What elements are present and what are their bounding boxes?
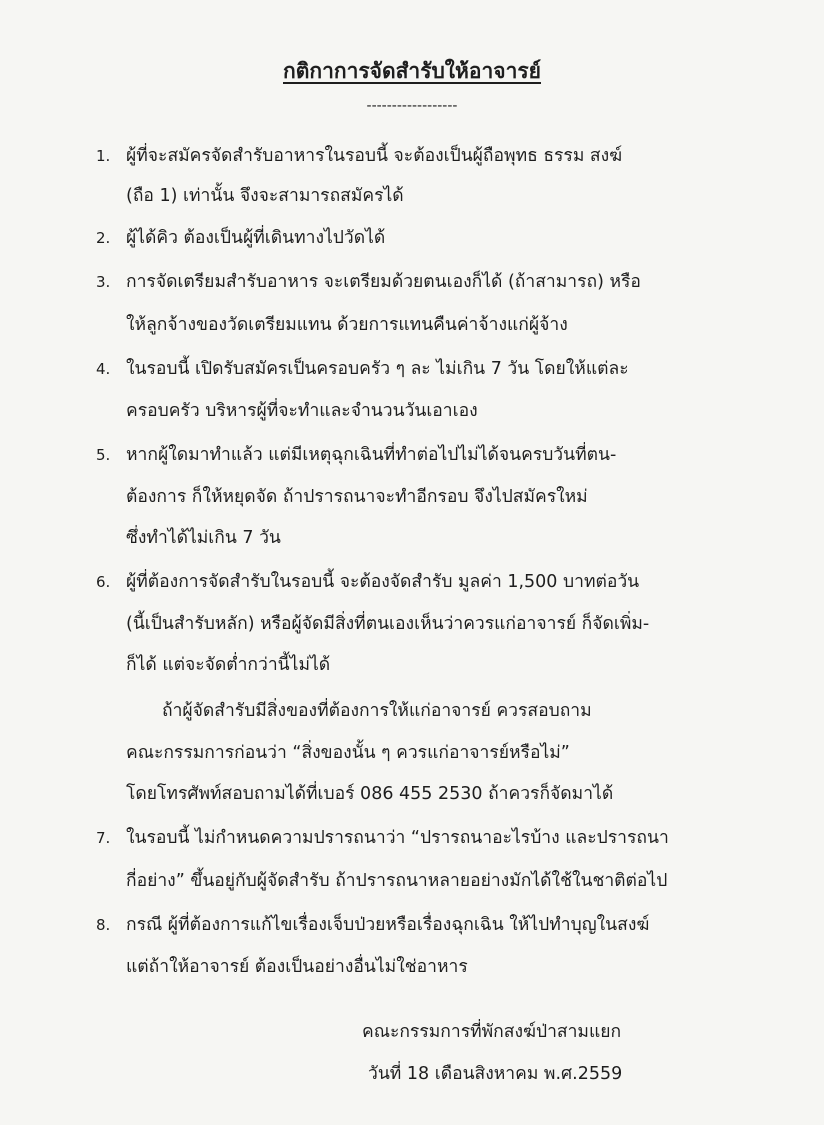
rule-line: ก็ได้ แต่จะจัดต่ำกว่านี้ไม่ได้ [126,655,331,675]
rule-number: 7. [96,829,111,847]
rule-line: (ถือ 1) เท่านั้น จึงจะสามารถสมัครได้ [126,186,404,206]
note-line: โดยโทรศัพท์สอบถามได้ที่เบอร์ 086 455 2530 ถ้าควรก็จัดมาได้ [126,784,614,804]
rule-number: 5. [96,446,111,464]
note-line: คณะกรรมการก่อนว่า “สิ่งของนั้น ๆ ควรแก่อาจารย์หรือไม่” [126,743,570,763]
rule-number: 6. [96,573,111,591]
rule-line: ผู้ที่ต้องการจัดสำรับในรอบนี้ จะต้องจัดสำรับ มูลค่า 1,500 บาทต่อวัน [126,572,640,592]
rule-line: ต้องการ ก็ให้หยุดจัด ถ้าปรารถนาจะทำอีกรอบ จึงไปสมัครใหม่ [126,487,588,507]
rule-number: 1. [96,147,111,165]
rule-line: ในรอบนี้ ไม่กำหนดความปรารถนาว่า “ปรารถนาอะไรบ้าง และปรารถนา [126,828,669,848]
rule-line: ผู้ได้คิว ต้องเป็นผู้ที่เดินทางไปวัดได้ [126,228,386,248]
rule-number: 2. [96,229,111,247]
title-divider: ------------------ [366,98,458,114]
rule-number: 4. [96,360,111,378]
rule-line: กี่อย่าง” ขึ้นอยู่กับผู้จัดสำรับ ถ้าปรารถนาหลายอย่างมักได้ใช้ในชาติต่อไป [126,871,668,891]
rule-line: แต่ถ้าให้อาจารย์ ต้องเป็นอย่างอื่นไม่ใช่อาหาร [126,957,468,977]
rule-line: กรณี ผู้ที่ต้องการแก้ไขเรื่องเจ็บป่วยหรือเรื่องฉุกเฉิน ให้ไปทำบุญในสงฆ์ [126,915,650,935]
rule-line: ให้ลูกจ้างของวัดเตรียมแทน ด้วยการแทนคืนค่าจ้างแก่ผู้จ้าง [126,315,568,335]
rule-line: การจัดเตรียมสำรับอาหาร จะเตรียมด้วยตนเองก็ได้ (ถ้าสามารถ) หรือ [126,272,641,292]
rule-line: ในรอบนี้ เปิดรับสมัครเป็นครอบครัว ๆ ละ ไม่เกิน 7 วัน โดยให้แต่ละ [126,359,629,379]
note-line: ถ้าผู้จัดสำรับมีสิ่งของที่ต้องการให้แก่อาจารย์ ควรสอบถาม [162,701,592,721]
rule-number: 3. [96,273,111,291]
rule-line: ซึ่งทำได้ไม่เกิน 7 วัน [126,528,281,548]
rule-line: (นี้เป็นสำรับหลัก) หรือผู้จัดมีสิ่งที่ตนเองเห็นว่าควรแก่อาจารย์ ก็จัดเพิ่ม- [126,614,650,634]
rule-line: หากผู้ใดมาทำแล้ว แต่มีเหตุฉุกเฉินที่ทำต่อไปไม่ได้จนครบวันที่ตน- [126,445,617,465]
rule-line: ครอบครัว บริหารผู้ที่จะทำและจำนวนวันเอาเอง [126,401,478,421]
rule-number: 8. [96,916,111,934]
document-title: กติกาการจัดสำรับให้อาจารย์ [283,59,541,83]
rule-line: ผู้ที่จะสมัครจัดสำรับอาหารในรอบนี้ จะต้องเป็นผู้ถือพุทธ ธรรม สงฆ์ [126,146,623,166]
signature-org: คณะกรรมการที่พักสงฆ์ป่าสามแยก [362,1022,622,1042]
signature-date: วันที่ 18 เดือนสิงหาคม พ.ศ.2559 [368,1064,623,1084]
